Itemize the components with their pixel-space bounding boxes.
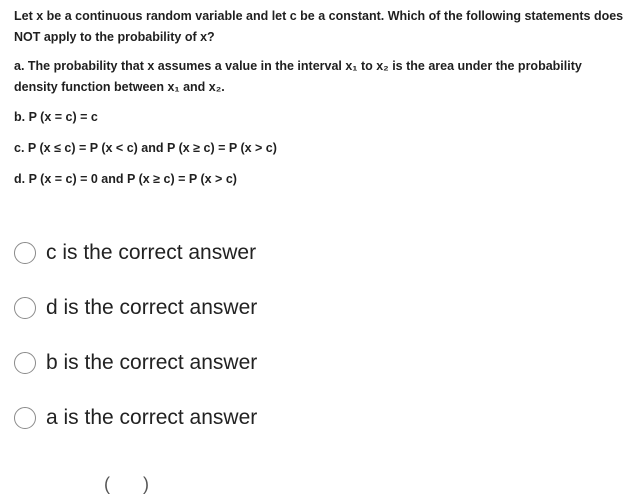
radio-button-icon[interactable] [14, 242, 36, 264]
answer-option-label: a is the correct answer [46, 406, 258, 429]
statement-d: d. P (x = c) = 0 and P (x ≥ c) = P (x > c) [14, 172, 237, 186]
radio-button-icon[interactable] [14, 407, 36, 429]
answer-option-label: c is the correct answer [46, 241, 257, 264]
statement-c: c. P (x ≤ c) = P (x < c) and P (x ≥ c) = P (x > c) [14, 141, 277, 155]
statement-a-line-2: density function between x₁ and x₂. [14, 80, 225, 94]
answer-option[interactable] [14, 348, 257, 378]
answer-option-label: b is the correct answer [46, 351, 258, 374]
question-line-1: Let x be a continuous random variable and let c be a constant. Which of the following statements does [14, 9, 624, 23]
cutoff-text: ( ) [104, 474, 163, 494]
statement-b: b. P (x = c) = c [14, 110, 98, 124]
statement-a-line-1: a. The probability that x assumes a value in the interval x₁ to x₂ is the area under the probability [14, 59, 582, 73]
radio-button-icon[interactable] [14, 352, 36, 374]
answer-option[interactable] [14, 293, 257, 323]
answer-option[interactable] [14, 238, 256, 268]
question-text [14, 6, 639, 48]
answer-option-label: d is the correct answer [46, 296, 258, 319]
radio-button-icon[interactable] [14, 297, 36, 319]
statement-a [14, 56, 582, 98]
answer-option[interactable] [14, 403, 257, 433]
question-line-2: NOT apply to the probability of x? [14, 30, 215, 44]
